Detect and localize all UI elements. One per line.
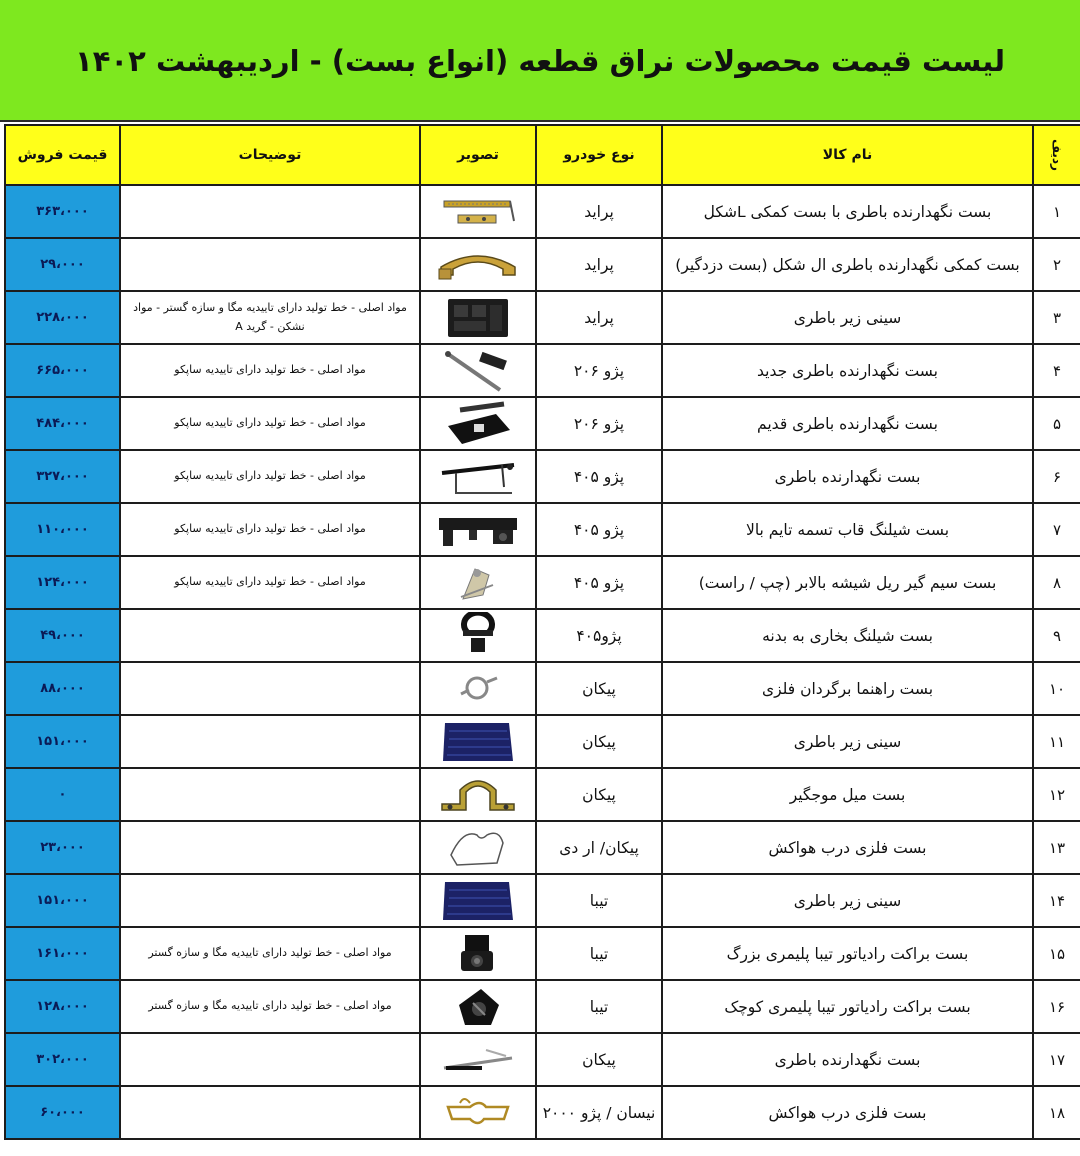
table-row (5, 556, 1080, 609)
table-row (5, 450, 1080, 503)
flat-bar-clamp-icon (421, 1042, 535, 1078)
description-cell: مواد اصلی - خط تولید دارای تاییدیه ساپکو (120, 450, 420, 503)
row-number-cell: ۶ (1033, 450, 1080, 503)
table-row (5, 503, 1080, 556)
table-row (5, 1033, 1080, 1086)
row-number-cell: ۱۳ (1033, 821, 1080, 874)
vehicle-type-cell: پیکان/ ار دی (536, 821, 662, 874)
product-image-cell (420, 980, 536, 1033)
radiator-bracket-large-icon (421, 929, 535, 979)
product-image-cell (420, 238, 536, 291)
battery-tray-black-icon (421, 295, 535, 341)
battery-tray-blue-icon (421, 878, 535, 924)
product-name-cell: بست براکت رادیاتور تیبا پلیمری بزرگ (662, 927, 1033, 980)
table-row (5, 609, 1080, 662)
row-number-cell: ۱۸ (1033, 1086, 1080, 1139)
vehicle-type-cell: پژو ۲۰۶ (536, 397, 662, 450)
u-bracket-icon (421, 774, 535, 816)
description-cell (120, 185, 420, 238)
row-number-cell: ۱ (1033, 185, 1080, 238)
product-image-cell (420, 450, 536, 503)
price-cell: ۲۹،۰۰۰ (5, 238, 120, 291)
row-number-cell: ۲ (1033, 238, 1080, 291)
row-number-cell: ۱۶ (1033, 980, 1080, 1033)
product-name-cell: سینی زیر باطری (662, 715, 1033, 768)
product-image-cell (420, 503, 536, 556)
header-vehicle-type: نوع خودرو (536, 125, 662, 185)
price-cell: ۶۰،۰۰۰ (5, 1086, 120, 1139)
product-image-cell (420, 927, 536, 980)
description-cell (120, 715, 420, 768)
table-row (5, 980, 1080, 1033)
wire-spring-clip-icon (421, 825, 535, 871)
product-image-cell (420, 768, 536, 821)
table-row (5, 238, 1080, 291)
product-name-cell: بست راهنما برگردان فلزی (662, 662, 1033, 715)
vehicle-type-cell: پراید (536, 238, 662, 291)
product-image-cell (420, 291, 536, 344)
vehicle-type-cell: تیبا (536, 927, 662, 980)
header-image: تصویر (420, 125, 536, 185)
row-number-cell: ۱۱ (1033, 715, 1080, 768)
vehicle-type-cell: پژو ۴۰۵ (536, 503, 662, 556)
product-name-cell: بست میل موجگیر (662, 768, 1033, 821)
product-image-cell (420, 1086, 536, 1139)
row-number-cell: ۱۴ (1033, 874, 1080, 927)
table-row (5, 927, 1080, 980)
price-cell: ۳۲۷،۰۰۰ (5, 450, 120, 503)
vehicle-type-cell: پژو۴۰۵ (536, 609, 662, 662)
radiator-bracket-small-icon (421, 983, 535, 1031)
vehicle-type-cell: پیکان (536, 662, 662, 715)
row-number-cell: ۸ (1033, 556, 1080, 609)
price-cell: ۱۲۴،۰۰۰ (5, 556, 120, 609)
product-image-cell (420, 397, 536, 450)
table-row (5, 874, 1080, 927)
row-number-cell: ۷ (1033, 503, 1080, 556)
metal-ring-clip-icon (421, 668, 535, 710)
product-name-cell: بست شیلنگ بخاری به بدنه (662, 609, 1033, 662)
vehicle-type-cell: نیسان / پژو ۲۰۰۰ (536, 1086, 662, 1139)
product-name-cell: بست نگهدارنده باطری جدید (662, 344, 1033, 397)
description-cell: مواد اصلی - خط تولید دارای تاییدیه مگا و سازه گستر (120, 927, 420, 980)
vehicle-type-cell: پژو ۴۰۵ (536, 556, 662, 609)
table-row (5, 821, 1080, 874)
hose-holder-icon (421, 508, 535, 552)
description-cell (120, 768, 420, 821)
table-row (5, 1086, 1080, 1139)
row-number-cell: ۱۵ (1033, 927, 1080, 980)
table-header-row (5, 125, 1080, 185)
product-name-cell: بست براکت رادیاتور تیبا پلیمری کوچک (662, 980, 1033, 1033)
header-row-number: ردیف (1033, 125, 1080, 185)
price-cell: ۶۶۵،۰۰۰ (5, 344, 120, 397)
table-row (5, 662, 1080, 715)
battery-clamp-rod-icon (421, 191, 535, 233)
product-name-cell: بست نگهدارنده باطری با بست کمکی Lشکل (662, 185, 1033, 238)
price-cell: ۱۶۱،۰۰۰ (5, 927, 120, 980)
price-cell: ۱۲۸،۰۰۰ (5, 980, 120, 1033)
price-cell: ۸۸،۰۰۰ (5, 662, 120, 715)
product-image-cell (420, 662, 536, 715)
description-cell: مواد اصلی - خط تولید دارای تاییدیه ساپکو (120, 344, 420, 397)
wire-clip-icon (421, 559, 535, 607)
vehicle-type-cell: پراید (536, 291, 662, 344)
vehicle-type-cell: پژو ۲۰۶ (536, 344, 662, 397)
row-number-cell: ۱۲ (1033, 768, 1080, 821)
bar-clamp-icon (421, 453, 535, 501)
vehicle-type-cell: پیکان (536, 768, 662, 821)
product-image-cell (420, 874, 536, 927)
row-number-cell: ۳ (1033, 291, 1080, 344)
description-cell: مواد اصلی - خط تولید دارای تاییدیه مگا و سازه گستر - مواد نشکن - گرید A (120, 291, 420, 344)
vehicle-type-cell: تیبا (536, 874, 662, 927)
product-image-cell (420, 715, 536, 768)
description-cell (120, 1033, 420, 1086)
title-banner (0, 0, 1080, 122)
product-name-cell: بست فلزی درب هواکش (662, 821, 1033, 874)
price-cell: ۳۰۲،۰۰۰ (5, 1033, 120, 1086)
product-image-cell (420, 185, 536, 238)
gold-wire-clip-icon (421, 1093, 535, 1133)
product-name-cell: بست شیلنگ قاب تسمه تایم بالا (662, 503, 1033, 556)
vehicle-type-cell: تیبا (536, 980, 662, 1033)
row-number-cell: ۱۷ (1033, 1033, 1080, 1086)
row-number-cell: ۴ (1033, 344, 1080, 397)
vehicle-type-cell: پیکان (536, 715, 662, 768)
product-image-cell (420, 344, 536, 397)
description-cell (120, 662, 420, 715)
product-image-cell (420, 821, 536, 874)
product-name-cell: سینی زیر باطری (662, 291, 1033, 344)
vehicle-type-cell: پژو ۴۰۵ (536, 450, 662, 503)
battery-tray-blue-icon (421, 719, 535, 765)
table-row (5, 291, 1080, 344)
description-cell (120, 1086, 420, 1139)
price-cell: ۴۸۴،۰۰۰ (5, 397, 120, 450)
page-title: لیست قیمت محصولات نراق قطعه (انواع بست) - اردیبهشت ۱۴۰۲ (75, 44, 1005, 78)
hose-clip-black-icon (421, 612, 535, 660)
table-row (5, 344, 1080, 397)
product-name-cell: سینی زیر باطری (662, 874, 1033, 927)
vehicle-type-cell: پیکان (536, 1033, 662, 1086)
description-cell (120, 874, 420, 927)
product-name-cell: بست نگهدارنده باطری (662, 1033, 1033, 1086)
table-row (5, 768, 1080, 821)
price-cell: ۳۶۳،۰۰۰ (5, 185, 120, 238)
header-price: قیمت فروش (5, 125, 120, 185)
header-description: توضیحات (120, 125, 420, 185)
description-cell: مواد اصلی - خط تولید دارای تاییدیه ساپکو (120, 503, 420, 556)
description-cell (120, 609, 420, 662)
table-row (5, 397, 1080, 450)
product-name-cell: بست نگهدارنده باطری (662, 450, 1033, 503)
price-cell: ۱۵۱،۰۰۰ (5, 715, 120, 768)
product-name-cell: بست سیم گیر ریل شیشه بالابر (چپ / راست) (662, 556, 1033, 609)
vehicle-type-cell: پراید (536, 185, 662, 238)
black-plate-clamp-icon (421, 400, 535, 448)
product-name-cell: بست نگهدارنده باطری قدیم (662, 397, 1033, 450)
price-cell: ۴۹،۰۰۰ (5, 609, 120, 662)
price-cell: ۰ (5, 768, 120, 821)
row-number-cell: ۹ (1033, 609, 1080, 662)
row-number-cell: ۵ (1033, 397, 1080, 450)
product-image-cell (420, 1033, 536, 1086)
price-cell: ۱۵۱،۰۰۰ (5, 874, 120, 927)
header-product-name: نام کالا (662, 125, 1033, 185)
description-cell (120, 821, 420, 874)
price-list-table (4, 124, 1080, 1140)
price-cell: ۱۱۰،۰۰۰ (5, 503, 120, 556)
product-name-cell: بست فلزی درب هواکش (662, 1086, 1033, 1139)
product-image-cell (420, 556, 536, 609)
curved-bracket-icon (421, 245, 535, 285)
description-cell: مواد اصلی - خط تولید دارای تاییدیه مگا و سازه گستر (120, 980, 420, 1033)
product-image-cell (420, 609, 536, 662)
price-cell: ۲۲۸،۰۰۰ (5, 291, 120, 344)
description-cell: مواد اصلی - خط تولید دارای تاییدیه ساپکو (120, 556, 420, 609)
product-name-cell: بست کمکی نگهدارنده باطری ال شکل (بست دزدگیر) (662, 238, 1033, 291)
description-cell (120, 238, 420, 291)
description-cell: مواد اصلی - خط تولید دارای تاییدیه ساپکو (120, 397, 420, 450)
price-cell: ۲۳،۰۰۰ (5, 821, 120, 874)
diagonal-rod-clamp-icon (421, 348, 535, 394)
table-row (5, 185, 1080, 238)
row-number-cell: ۱۰ (1033, 662, 1080, 715)
table-row (5, 715, 1080, 768)
